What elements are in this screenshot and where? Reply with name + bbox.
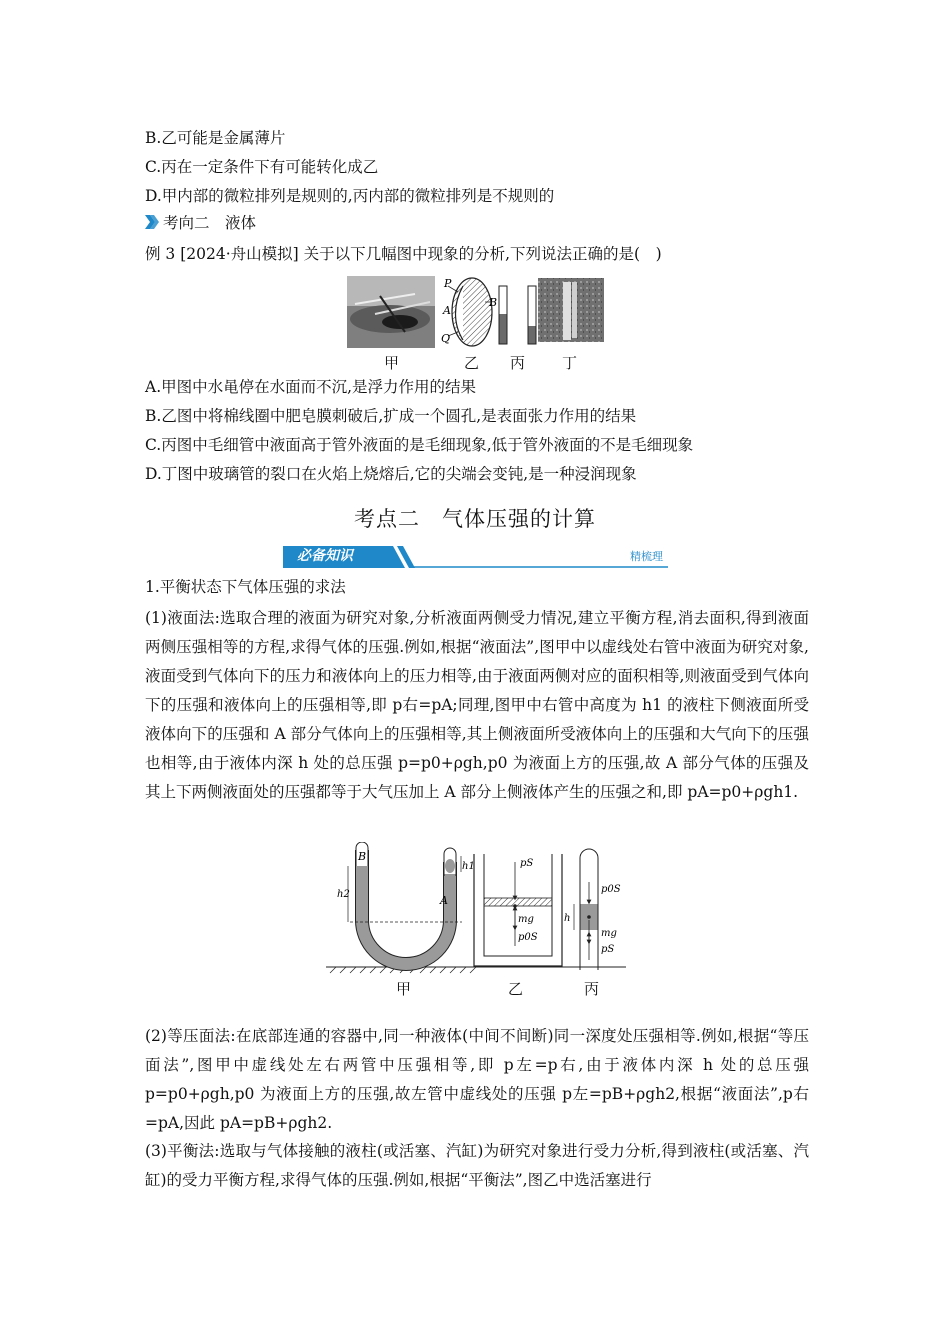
glass-tube-photo (538, 278, 604, 342)
fig2-caption-jia: 甲 (396, 980, 412, 998)
label-a: A (443, 304, 451, 317)
jia-label-b: B (358, 850, 367, 863)
heading-1: 1.平衡状态下气体压强的求法 (145, 578, 346, 596)
bing-label-h: h (564, 913, 571, 924)
jia-label-h2: h2 (337, 889, 350, 900)
paragraph-liquid-surface-method: (1)液面法:选取合理的液面为研究对象,分析液面两侧受力情况,建立平衡方程,消去面积,得到液面两侧压强相等的方程,求得气体的压强.例如,根据“液面法”,图甲中以虚线处右管中液面为研究对象,液面受到气体向下的压力和液体向上的压力相等,由于液面两侧对应的面积相等,则液面受到气体向下的压强和液体向上的压强相等,即 p右=pA;同理,图甲中右管中高度为 h1 的液柱下侧液面所受液体向下的压强和 A 部分气体向上的压强相等,其上侧液面所受液体向上的压强和大气向下的压强也相等,由于液体内深 h 处的总压强 p=p0+ρgh,p0 为液面上方的压强,故 A 部分气体的压强及其上下两侧液面处的压强都等于大气压加上 A 部分上侧液体产生的压强之和,即 pA=p0+ρgh1. (145, 609, 809, 801)
caption-bing: 丙 (510, 354, 526, 372)
option-a: A.甲图中水黾停在水面而不沉,是浮力作用的结果 (145, 378, 477, 396)
option-b-prev: B.乙可能是金属薄片 (145, 129, 286, 147)
jia-label-a: A (440, 894, 448, 907)
paragraph-equal-pressure-method: (2)等压面法:在底部连通的容器中,同一种液体(中间不间断)同一深度处压强相等.例如,根据“等压面法”,图甲中虚线处左右两管中压强相等,即 p左=p右,由于液体内深 h 处的总压强 p=p0+ρgh,p0 为液面上方的压强,故左管中虚线处的压强 p左=pB+ρgh2,根据“液面法”,p右=pA,因此 pA=pB+ρgh2. (145, 1027, 809, 1132)
direction-label: 考向二 液体 (163, 214, 257, 232)
bing-label-p0s: p0S (601, 884, 621, 895)
paragraph-balance-method: (3)平衡法:选取与气体接触的液柱(或活塞、汽缸)为研究对象进行受力分析,得到液柱(或活塞、汽缸)的受力平衡方程,求得气体的压强.例如,根据“平衡法”,图乙中选活塞进行 (145, 1142, 809, 1189)
caption-yi: 乙 (464, 354, 480, 372)
test-tube-diagram (574, 849, 598, 970)
fig2-caption-yi: 乙 (508, 980, 524, 998)
option-d: D.丁图中玻璃管的裂口在火焰上烧熔后,它的尖端会变钝,是一种浸润现象 (145, 465, 637, 483)
bing-label-ps: pS (601, 944, 615, 955)
water-strider-photo (347, 276, 435, 348)
yi-label-p0s: p0S (518, 932, 538, 943)
piston-container-diagram (474, 854, 562, 966)
caption-jia: 甲 (384, 354, 400, 372)
yi-label-mg: mg (518, 914, 534, 925)
banner-right-label: 精梳理 (630, 550, 663, 563)
example-3-figure (345, 274, 607, 354)
option-b: B.乙图中将棉线圈中肥皂膜刺破后,扩成一个圆孔,是表面张力作用的结果 (145, 407, 637, 425)
pressure-figure (326, 842, 626, 978)
label-p: P (444, 277, 452, 290)
section-title: 考点二 气体压强的计算 (354, 507, 596, 531)
bing-label-mg: mg (601, 928, 617, 939)
soap-film-diagram (448, 278, 492, 346)
jia-label-h1: h1 (462, 861, 475, 872)
option-c: C.丙图中毛细管中液面高于管外液面的是毛细现象,低于管外液面的不是毛细现象 (145, 436, 694, 454)
label-b: B (489, 296, 498, 309)
yi-label-ps: pS (520, 858, 534, 869)
caption-ding: 丁 (562, 354, 578, 372)
option-d-prev: D.甲内部的微粒排列是规则的,丙内部的微粒排列是不规则的 (145, 187, 555, 205)
option-c-prev: C.丙在一定条件下有可能转化成乙 (145, 158, 379, 176)
banner-label: 必备知识 (297, 548, 353, 564)
double-chevron-icon (145, 214, 159, 230)
example-3-stem: 例 3 [2024·舟山模拟] 关于以下几幅图中现象的分析,下列说法正确的是( ) (145, 245, 662, 263)
capillary-tubes-diagram (499, 286, 536, 344)
fig2-caption-bing: 丙 (584, 980, 600, 998)
label-q: Q (441, 332, 451, 345)
